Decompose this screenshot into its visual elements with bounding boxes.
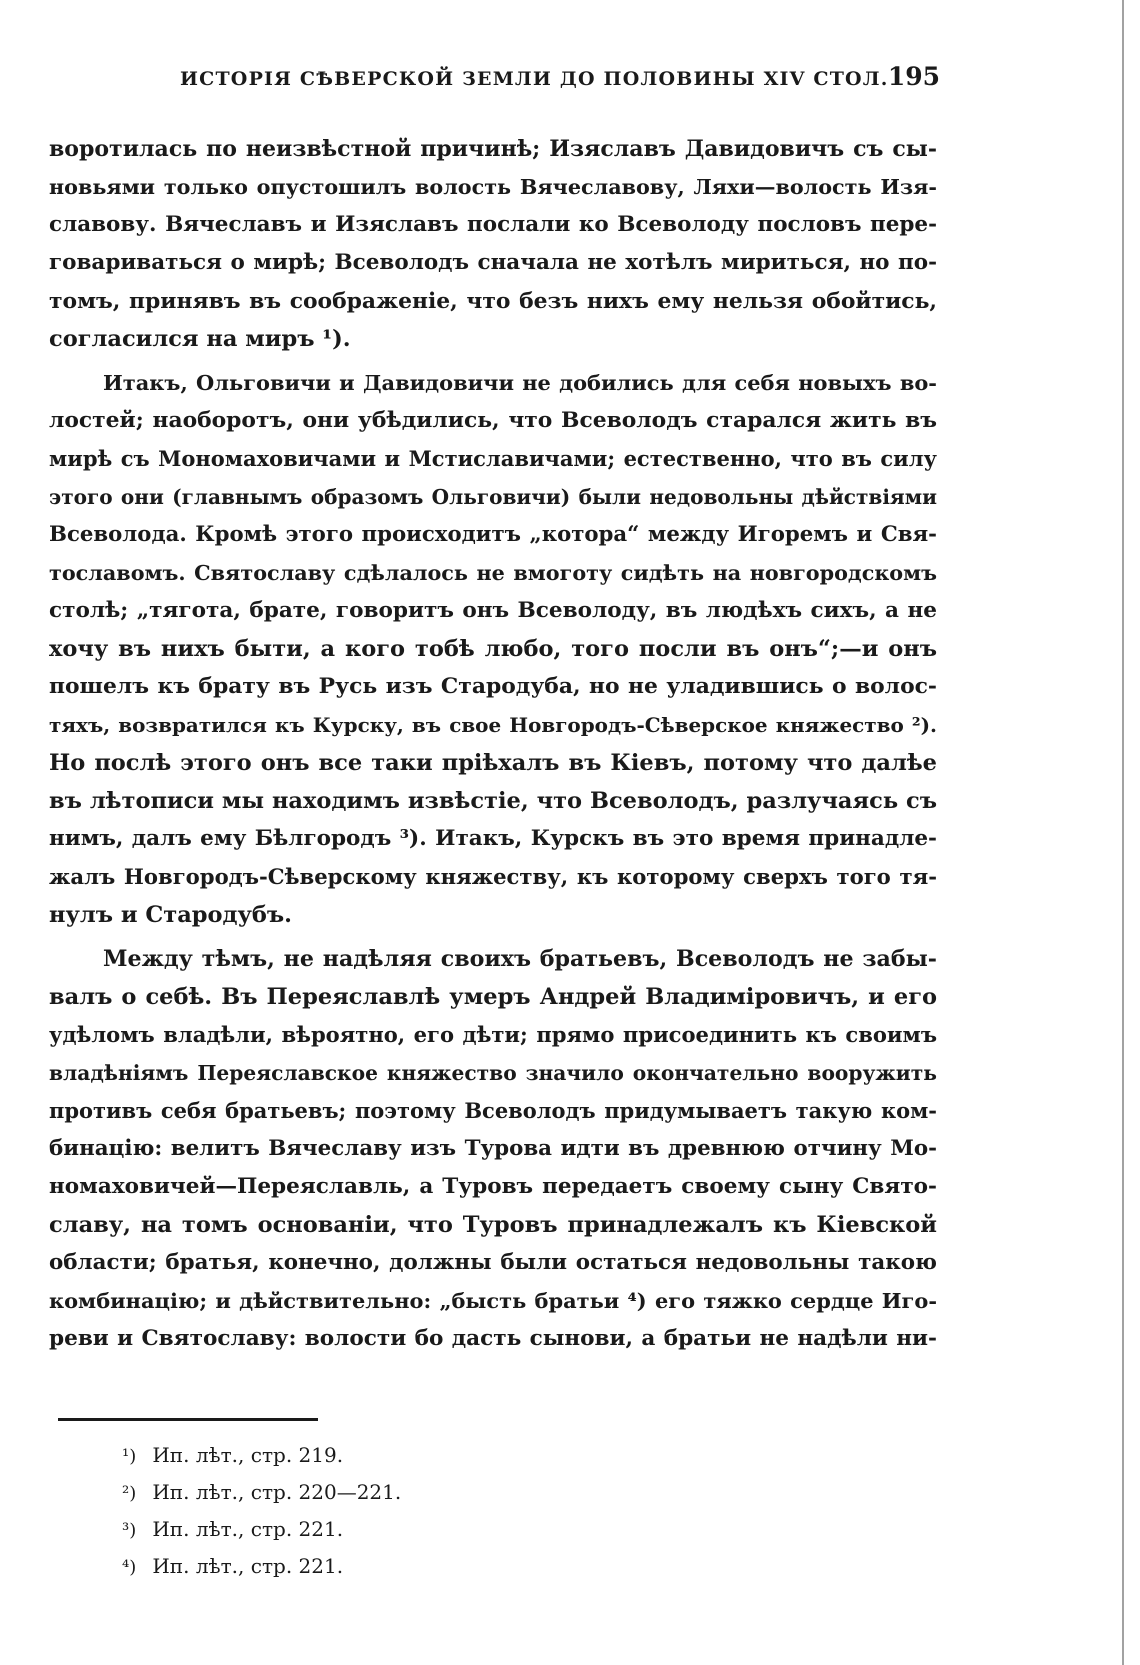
text-line: лостей; наоборотъ, они убѣдились, что Всеволодъ старался жить въ <box>49 408 937 433</box>
text-line: Между тѣмъ, не надѣляя своихъ братьевъ, Всеволодъ не забы- <box>103 946 937 972</box>
footnote-text: Ип. лѣт., стр. 219. <box>152 1443 344 1467</box>
text-line: Но послѣ этого онъ все таки пріѣхалъ въ Кіевъ, потому что далѣе <box>49 750 937 776</box>
text-line: области; братья, конечно, должны были остаться недовольны такою <box>49 1250 937 1275</box>
text-line: удѣломъ владѣли, вѣроятно, его дѣти; прямо присоединить къ своимъ <box>49 1022 937 1047</box>
text-line: владѣніямъ Переяславское княжество значило окончательно вооружить <box>49 1061 937 1085</box>
text-line: томъ, принявъ въ соображеніе, что безъ нихъ ему нельзя обойтись, <box>49 288 937 314</box>
running-header-title: ИСТОРІЯ СѢВЕРСКОЙ ЗЕМЛИ ДО ПОЛОВИНЫ XIV СТОЛ. <box>180 68 889 90</box>
text-line: пошелъ къ брату въ Русь изъ Стародуба, но не уладившись о волос- <box>49 674 937 699</box>
text-line: хочу въ нихъ быти, а кого тобѣ любо, того посли въ онъ“;—и онъ <box>49 636 937 662</box>
page-number: 195 <box>887 62 940 91</box>
text-line: столѣ; „тягота, брате, говоритъ онъ Всеволоду, въ людѣхъ сихъ, а не <box>49 598 937 623</box>
text-line: въ лѣтописи мы находимъ извѣстіе, что Всеволодъ, разлучаясь съ <box>49 788 937 814</box>
text-line: бинацію: велитъ Вячеславу изъ Турова идти въ древнюю отчину Мо- <box>49 1136 937 1161</box>
body-text <box>49 130 937 1358</box>
text-line: тяхъ, возвратился къ Курску, въ свое Новгородъ-Сѣверское княжество ²). <box>49 713 937 737</box>
footnote-text: Ип. лѣт., стр. 221. <box>152 1517 344 1541</box>
running-header <box>180 62 940 98</box>
text-line: нулъ и Стародубъ. <box>49 902 293 928</box>
footnote-mark: ⁴) <box>122 1557 137 1578</box>
footnote-mark: ²) <box>122 1483 137 1504</box>
footnote <box>122 1511 522 1548</box>
footnote <box>122 1437 522 1474</box>
footnote-text: Ип. лѣт., стр. 220—221. <box>152 1480 402 1504</box>
text-line: комбинацію; и дѣйствительно: „бысть братьи ⁴) его тяжко сердце Иго- <box>49 1288 937 1313</box>
text-line: реви и Святославу: волости бо дасть сынови, а братьи не надѣли ни- <box>49 1326 937 1351</box>
text-line: жалъ Новгородъ-Сѣверскому княжеству, къ которому сверхъ того тя- <box>49 864 937 889</box>
text-line: валъ о себѣ. Въ Переяславлѣ умеръ Андрей Владиміровичъ, и его <box>49 984 937 1010</box>
text-line: Итакъ, Ольговичи и Давидовичи не добились для себя новыхъ во- <box>103 370 937 395</box>
footnote-mark: ³) <box>122 1520 137 1541</box>
text-line: тославомъ. Святославу сдѣлалось не вмоготу сидѣть на новгородскомъ <box>49 561 937 585</box>
text-line: славову. Вячеславъ и Изяславъ послали ко Всеволоду пословъ пере- <box>49 212 937 237</box>
text-line: этого они (главнымъ образомъ Ольговичи) были недовольны дѣйствіями <box>49 485 937 509</box>
footnote <box>122 1474 522 1511</box>
footnote-text: Ип. лѣт., стр. 221. <box>152 1554 344 1578</box>
footnotes <box>122 1437 522 1585</box>
footnote <box>122 1548 522 1585</box>
text-line: славу, на томъ основаніи, что Туровъ принадлежалъ къ Кіевской <box>49 1212 937 1238</box>
text-line: противъ себя братьевъ; поэтому Всеволодъ придумываетъ такую ком- <box>49 1098 937 1123</box>
text-line: согласился на миръ ¹). <box>49 326 351 352</box>
footnote-mark: ¹) <box>122 1446 137 1467</box>
text-line: нимъ, далъ ему Бѣлгородъ ³). Итакъ, Курскъ въ это время принадле- <box>49 826 937 851</box>
footnote-divider <box>58 1418 318 1421</box>
scan-edge-line <box>1122 0 1124 1665</box>
text-line: Всеволода. Кромѣ этого происходитъ „котора“ между Игоремъ и Свя- <box>49 522 937 547</box>
text-line: новьями только опустошилъ волость Вячеславову, Ляхи—волость Изя- <box>49 175 937 199</box>
text-line: воротилась по неизвѣстной причинѣ; Изяславъ Давидовичъ съ сы- <box>49 136 937 162</box>
text-line: номаховичей—Переяславль, а Туровъ передаетъ своему сыну Свято- <box>49 1174 937 1199</box>
text-line: говариваться о мирѣ; Всеволодъ сначала не хотѣлъ мириться, но по- <box>49 250 937 275</box>
text-line: мирѣ съ Мономаховичами и Мстиславичами; естественно, что въ силу <box>49 446 937 471</box>
